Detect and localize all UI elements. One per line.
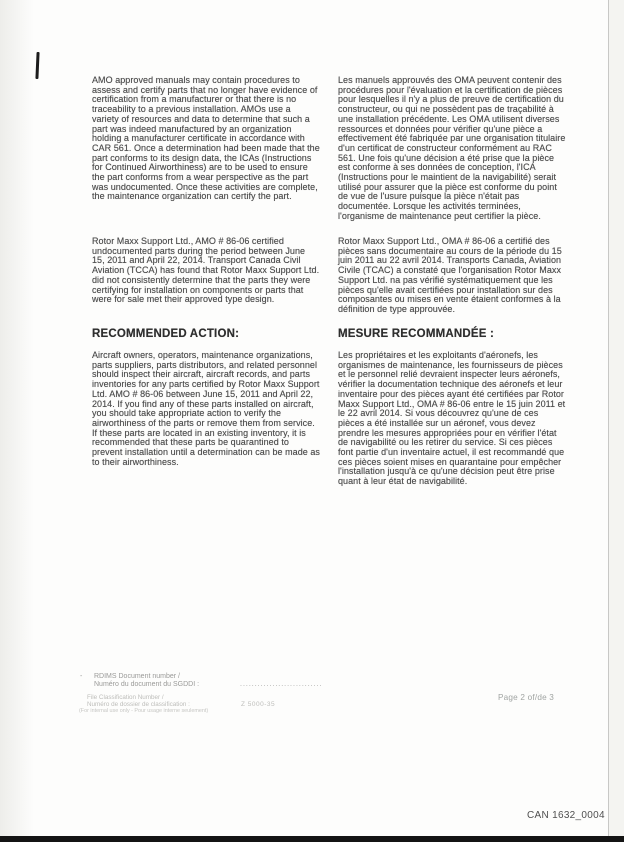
english-paragraph-recommended-action-body: Aircraft owners, operators, maintenance organizations, parts suppliers, parts distributors, and related personnel should inspect their aircraft, aircraft records, and parts inventories for any parts certified by Rotor Maxx Support Ltd. AMO # 86-06 between June 15, 2011 and April 22, 2014. If you find any of these parts installed on aircraft, you should take appropriate action to verify the airworthiness of the parts or remove them from service. If these parts are located in an existing inventory, it is recommended that these parts be quarantined to prevent installation until a determination can be made as to their airworthiness. <box>92 350 320 467</box>
english-paragraph-rotor-maxx-findings: Rotor Maxx Support Ltd., AMO # 86-06 certified undocumented parts during the period between June 15, 2011 and April 22, 2014. Transport Canada Civil Aviation (TCCA) has found that Rotor Maxx Support Ltd. did not consistently determine that the parts they were certifying for installation on components or parts that were for sale met their approved type design. <box>92 236 320 305</box>
file-classification-value: Z 5000-35 <box>241 701 276 708</box>
rdims-label-line-en: RDIMS Document number / <box>94 673 180 680</box>
french-heading-mesure-recommandee: MESURE RECOMMANDÉE : <box>338 328 495 340</box>
scan-right-margin <box>609 0 624 842</box>
scan-right-edge-line <box>608 0 609 842</box>
rdims-document-number-label <box>94 673 199 688</box>
file-classification-line-fr: Numéro de dossier de classification : <box>87 701 190 708</box>
scan-binding-mark <box>35 52 39 79</box>
scan-left-edge-shade <box>0 0 34 842</box>
footer-dash-mark: - <box>80 673 83 680</box>
english-heading-recommended-action: RECOMMENDED ACTION: <box>92 328 240 340</box>
french-paragraph-oma-manuels: Les manuels approuvés des OMA peuvent contenir des procédures pour l'évaluation et la certification de pièces pour lesquelles il n'y a plus de preuve de certification du constructeur, ou qui ne possèdent pas de traçabilité à une installation précédente. Les OMA utilisent diverses ressources et données pour vérifier qu'une pièce a effectivement été fabriquée par une organisation titulaire d'un certificat de constructeur conformément au RAC 561. Une fois qu'une décision a été prise que la pièce est conforme à ses données de conception, l'ICA (Instructions pour le maintient de la navigabilité) serait utilisé pour assurer que la pièce est conforme du point de vue de l'usure puisque la pièce n'était pas documentée. Lorsque les activités terminées, l'organisme de maintenance peut certifier la pièce. <box>338 75 566 221</box>
file-classification-label <box>79 694 209 715</box>
page-number: Page 2 of/de 3 <box>498 693 555 702</box>
rdims-label-line-fr: Numéro du document du SGDDI : <box>94 680 200 688</box>
french-paragraph-rotor-maxx-constat: Rotor Maxx Support Ltd., OMA # 86-06 a certifié des pièces sans documentaire au cours de la période du 15 juin 2011 au 22 avril 2014. Transports Canada, Aviation Civile (TCAC) a constaté que l'organisation Rotor Maxx Support Ltd. na pas vérifié systématiquement que les pièces qu'elle avait certifiées pour installation sur des composantes ou mises en vente étaient conformes à la définition de type approuvée. <box>338 236 562 314</box>
french-paragraph-mesure-recommandee-body: Les propriétaires et les exploitants d'aéronefs, les organismes de maintenance, les fournisseurs de pièces et le personnel relié devraient inspecter leurs aéronefs, vérifier la documentation technique des aéronefs et leur inventaire pour des pièces ayant été certifiées par Rotor Maxx Support Ltd., OMA # 86-06 entre le 15 juin 2011 et le 22 avril 2014. Si vous découvrez qu'une de ces pièces a été installée sur un aéronef, vous devez prendre les mesures appropriées pour en vérifier l'état de navigabilité ou les retirer du service. Si ces pièces font partie d'un inventaire actuel, il est recommandé que ces pièces soient mises en quarantaine pour empêcher l'installation jusqu'à ce qu'une décision peut être prise quant à leur état de navigabilité. <box>338 350 566 487</box>
scan-bottom-band <box>0 836 624 842</box>
rdims-document-number-value: ............................ <box>240 681 323 688</box>
english-paragraph-amo-manuals: AMO approved manuals may contain procedures to assess and certify parts that no longer have evidence of certification from a manufacturer or that there is no traceability to a previous installation. AMOs use a variety of resources and data to determine that such a part was indeed manufactured by an organization holding a manufacturer certificate in accordance with CAR 561. Once a determination had been made that the part conforms to its design data, the ICAs (Instructions for Continued Airworthiness) are to be used to ensure the part conforms from a wear perspective as the part was undocumented. Once these activities are complete, the maintenance organization can certify the part. <box>92 75 320 202</box>
file-classification-internal-use-note: (For internal use only - Pour usage interne seulement) <box>79 708 209 714</box>
document-id-stamp: CAN 1632_0004 <box>527 810 605 821</box>
file-classification-line-en: File Classification Number / <box>87 694 164 701</box>
